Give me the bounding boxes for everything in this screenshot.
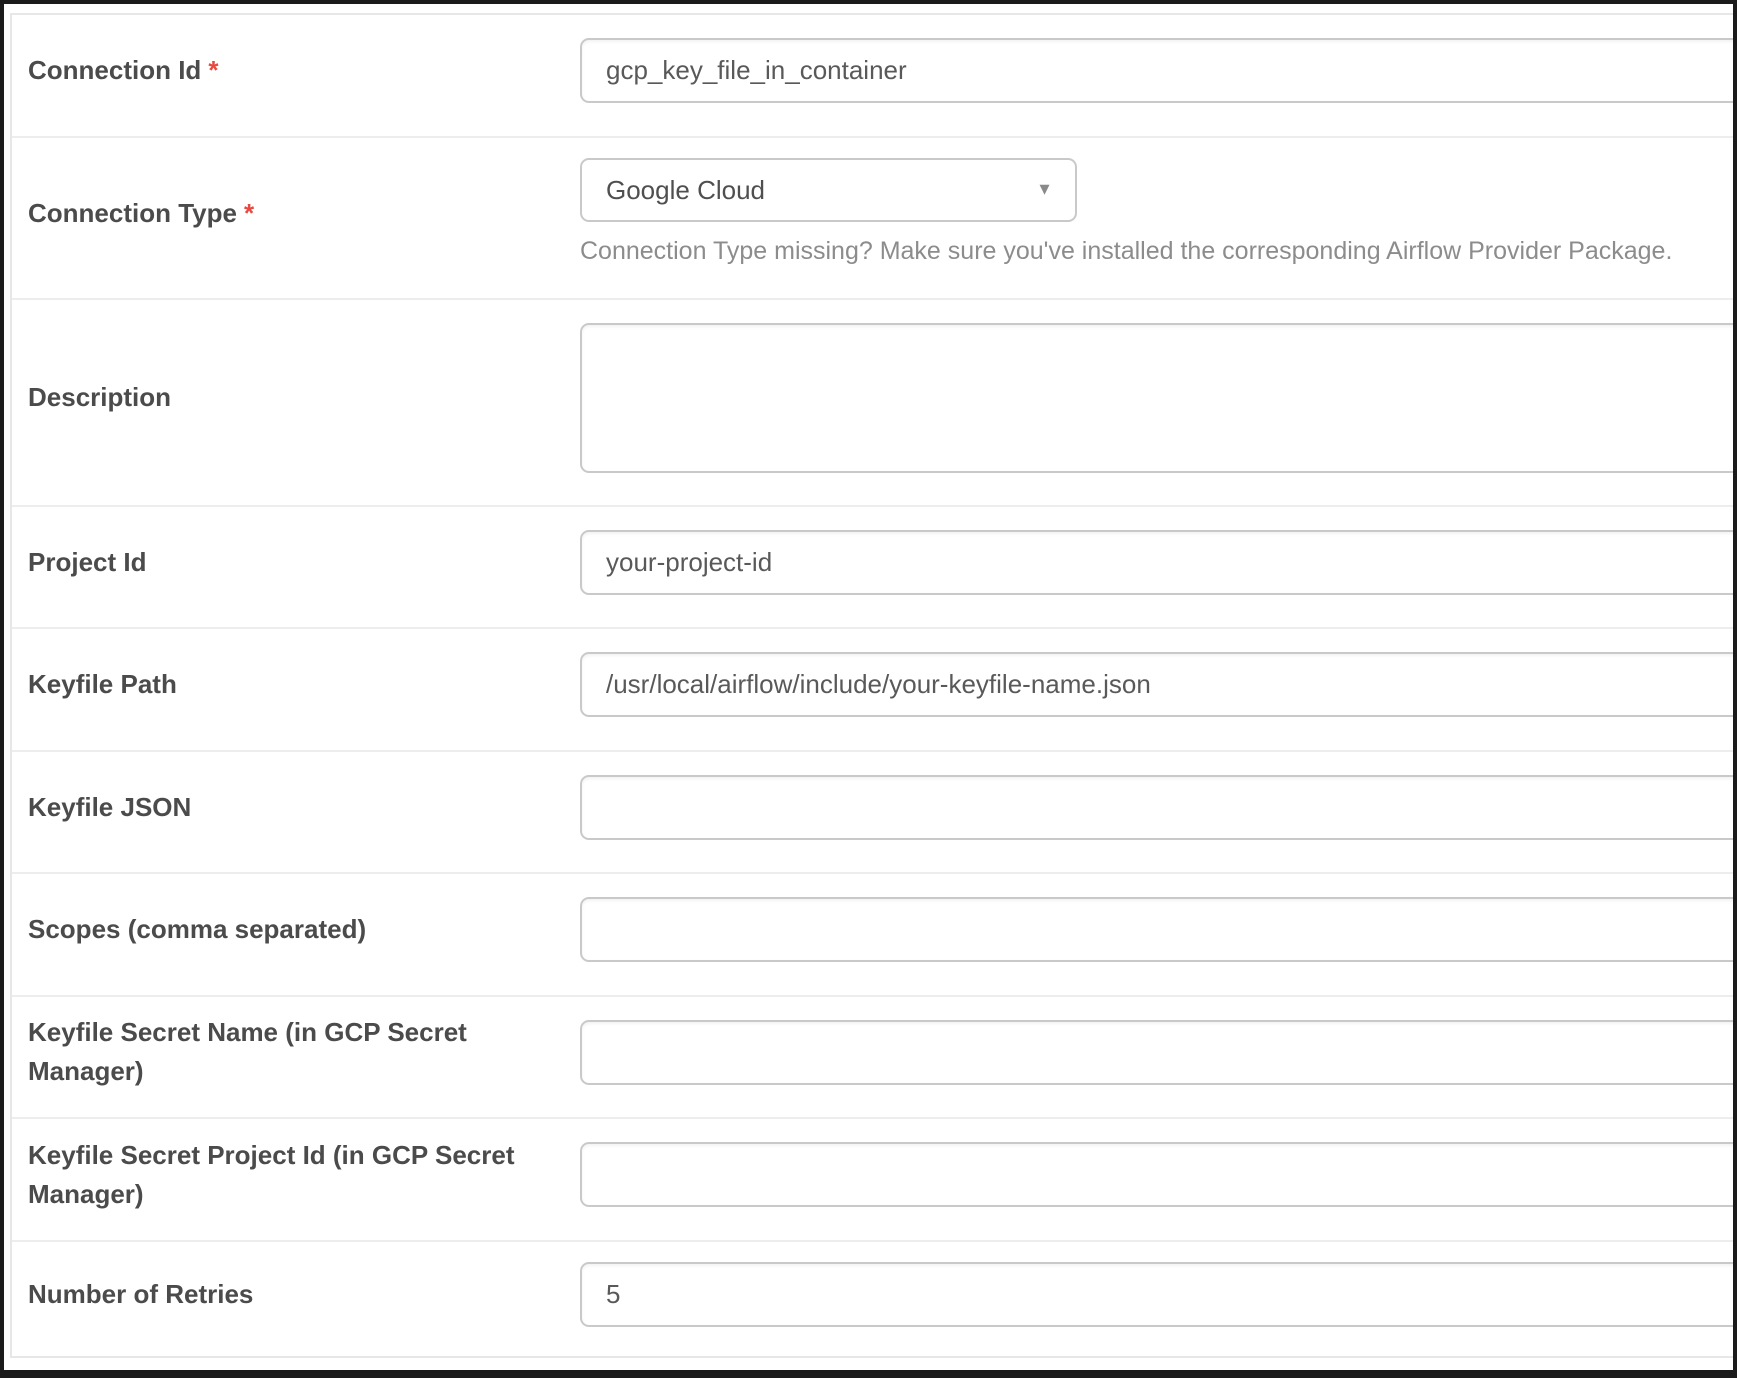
keyfile-json-label <box>12 788 580 827</box>
project-id-input[interactable] <box>580 530 1737 595</box>
keyfile-secret-project-id-control <box>580 1142 1737 1207</box>
keyfile-path-label <box>12 665 580 704</box>
connection-id-input[interactable] <box>580 38 1737 103</box>
field-label-text: Keyfile Secret Project Id (in GCP Secret Manager) <box>28 1139 515 1209</box>
project-id-label <box>12 543 580 582</box>
keyfile-json-input[interactable] <box>580 775 1737 840</box>
form-row-keyfile-secret-project-id <box>12 1119 1737 1242</box>
field-label-text: Description <box>28 382 172 412</box>
number-of-retries-input[interactable] <box>580 1262 1737 1327</box>
field-label-text: Connection Type <box>28 197 237 228</box>
required-asterisk: * <box>243 197 255 228</box>
form-row-number-of-retries <box>12 1242 1737 1356</box>
number-of-retries-control <box>580 1262 1737 1327</box>
selected-option-label: Google Cloud <box>606 174 765 205</box>
form-row-project-id <box>12 507 1737 629</box>
field-label-text: Keyfile JSON <box>28 791 192 822</box>
scopes-input[interactable] <box>580 897 1737 962</box>
keyfile-secret-project-id-label <box>12 1136 580 1214</box>
keyfile-secret-name-control <box>580 1020 1737 1085</box>
connection-type-label <box>12 194 580 233</box>
keyfile-secret-name-label <box>12 1013 580 1091</box>
field-label-text: Keyfile Secret Name (in GCP Secret Manager) <box>28 1017 467 1086</box>
form-row-connection-type <box>12 138 1737 300</box>
keyfile-path-control <box>580 652 1737 717</box>
required-asterisk: * <box>208 55 219 85</box>
connection-id-label <box>12 51 580 90</box>
field-label-text: Connection Id <box>28 55 202 85</box>
connection-type-select[interactable] <box>580 158 1077 222</box>
scopes-label <box>12 910 580 949</box>
keyfile-secret-project-id-input[interactable] <box>580 1142 1737 1207</box>
field-label-text: Project Id <box>28 546 147 577</box>
keyfile-secret-name-input[interactable] <box>580 1020 1737 1085</box>
scopes-control <box>580 897 1737 962</box>
keyfile-path-input[interactable] <box>580 652 1737 717</box>
connection-id-control <box>580 38 1737 103</box>
description-label <box>12 378 580 417</box>
form-row-description <box>12 300 1737 507</box>
form-row-keyfile-path <box>12 629 1737 752</box>
connection-type-hint: Connection Type missing? Make sure you've installed the corresponding Airflow Provider Package. <box>580 237 1673 266</box>
connection-form <box>10 13 1737 1358</box>
description-control <box>580 323 1737 473</box>
chevron-down-icon: ▼ <box>1036 179 1053 199</box>
form-row-scopes <box>12 874 1737 997</box>
project-id-control <box>580 530 1737 595</box>
field-label-text: Keyfile Path <box>28 669 177 699</box>
field-label-text: Scopes (comma separated) <box>28 914 367 944</box>
keyfile-json-control <box>580 775 1737 840</box>
number-of-retries-label <box>12 1275 580 1314</box>
field-label-text: Number of Retries <box>28 1278 254 1309</box>
form-row-keyfile-secret-name <box>12 997 1737 1119</box>
form-row-connection-id <box>12 15 1737 138</box>
form-row-keyfile-json <box>12 752 1737 874</box>
description-textarea[interactable] <box>580 323 1737 473</box>
connection-type-control <box>580 158 1737 268</box>
